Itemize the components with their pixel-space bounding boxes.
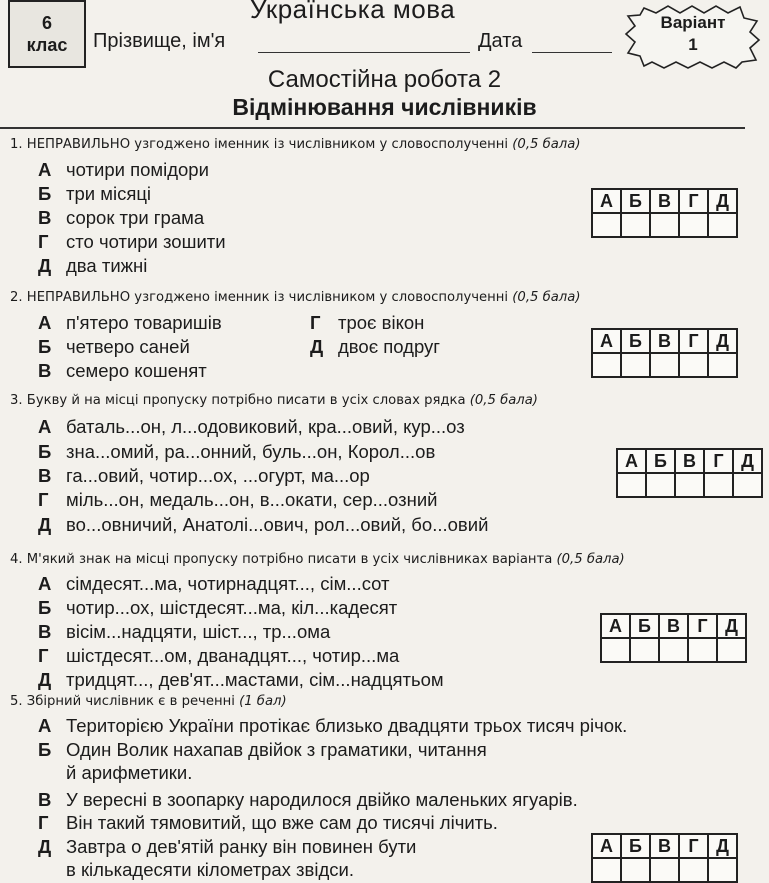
q2-option-c[interactable]: В семеро кошенят (38, 360, 207, 381)
q4-option-a[interactable]: А сімдесят...ма, чотирнадцят..., сім...сот (38, 573, 390, 594)
question-text: 5. Збірний числівник є в реченні (10, 694, 235, 709)
grade-word: клас (26, 35, 68, 55)
q4-option-c[interactable]: В вісім...надцяти, шіст..., тр...ома (38, 621, 331, 642)
q1-option-d[interactable]: Г сто чотири зошити (38, 231, 226, 252)
q1-option-c[interactable]: В сорок три грама (38, 207, 205, 228)
q5-option-e-continuation: в кількадесяти кілометрах звідси. (66, 859, 354, 880)
q5-option-a[interactable]: А Територією України протікає близько двадцяти трьох тисяч річок. (38, 715, 628, 736)
grade-number: 6 (41, 13, 52, 33)
question-points: (0,5 бала) (512, 137, 581, 152)
q3-option-d[interactable]: Г міль...он, медаль...он, в...окати, сер...озний (38, 489, 438, 510)
question-3-prompt (10, 393, 538, 408)
grade-box (8, 0, 86, 68)
q5-answer-grid[interactable]: А Б В Г Д (591, 833, 738, 883)
q3-answer-grid[interactable]: А Б В Г Д (616, 448, 763, 498)
question-points: (0,5 бала) (512, 290, 581, 305)
question-4-prompt (10, 552, 625, 567)
q3-option-e[interactable]: Д во...овничий, Анатолі...ович, рол...овий, бо...овий (38, 514, 489, 535)
q4-option-d[interactable]: Г шістдесят...ом, дванадцят..., чотир...ма (38, 645, 400, 666)
q4-option-e[interactable]: Д тридцят..., дев'ят...мастами, сім...надцятьом (38, 669, 444, 690)
page-subtitle: Відмінювання числівників (232, 94, 537, 120)
q1-answer-grid[interactable]: А Б В Г Д (591, 188, 738, 238)
question-text: 2. НЕПРАВИЛЬНО узгоджено іменник із числівником у словосполученні (10, 290, 509, 305)
q4-answer-grid[interactable]: А Б В Г Д (600, 613, 747, 663)
question-points: (0,5 бала) (469, 393, 538, 408)
q5-option-c[interactable]: В У вересні в зоопарку народилося двійко маленьких ягуарів. (38, 789, 578, 810)
page-title: Самостійна робота 2 (267, 66, 502, 93)
name-label: Прізвище, ім'я (93, 30, 226, 52)
question-points: (0,5 бала) (556, 552, 625, 567)
question-1-prompt (10, 137, 580, 152)
q5-option-b[interactable]: Б Один Волик нахапав двійок з граматики, читання (38, 739, 487, 760)
date-field[interactable] (532, 52, 612, 53)
q1-option-e[interactable]: Д два тижні (38, 255, 148, 276)
name-field[interactable] (258, 52, 470, 53)
question-text: 1. НЕПРАВИЛЬНО узгоджено іменник із числівником у словосполученні (10, 137, 509, 152)
question-points: (1 бал) (239, 694, 287, 709)
question-text: 4. М'який знак на місці пропуску потрібно писати в усіх числівниках варіанта (10, 552, 553, 567)
q2-option-a[interactable]: А п'ятеро товаришів (38, 312, 222, 333)
q5-option-e[interactable]: Д Завтра о дев'ятій ранку він повинен бути (38, 836, 417, 857)
variant-badge (622, 4, 764, 70)
variant-number: 1 (688, 35, 698, 54)
q5-option-b-continuation: й арифметики. (66, 762, 193, 783)
date-label: Дата (478, 30, 523, 52)
q3-option-a[interactable]: А баталь...он, л...одовиковий, кра...овий, кур...оз (38, 416, 465, 437)
q1-option-b[interactable]: Б три місяці (38, 183, 152, 204)
q1-option-a[interactable]: А чотири помідори (38, 159, 209, 180)
question-2-prompt (10, 290, 580, 305)
q2-option-d[interactable]: Г троє вікон (310, 312, 425, 333)
q3-option-b[interactable]: Б зна...омий, ра...онний, буль...он, Корол...ов (38, 441, 436, 462)
q5-option-d[interactable]: Г Він такий тямовитий, що вже сам до тисячі лічить. (38, 812, 498, 833)
q2-option-b[interactable]: Б четверо саней (38, 336, 190, 357)
header-divider (0, 127, 745, 129)
variant-label: Варіант (660, 13, 726, 32)
subject-title: Українська мова (250, 0, 456, 24)
q4-option-b[interactable]: Б чотир...ох, шістдесят...ма, кіл...кадесят (38, 597, 398, 618)
question-text: 3. Букву й на місці пропуску потрібно писати в усіх словах рядка (10, 393, 466, 408)
question-5-prompt (10, 694, 287, 709)
q2-option-e[interactable]: Д двоє подруг (310, 336, 441, 357)
q2-answer-grid[interactable]: А Б В Г Д (591, 328, 738, 378)
q3-option-c[interactable]: В га...овий, чотир...ох, ...огурт, ма...ор (38, 465, 370, 486)
